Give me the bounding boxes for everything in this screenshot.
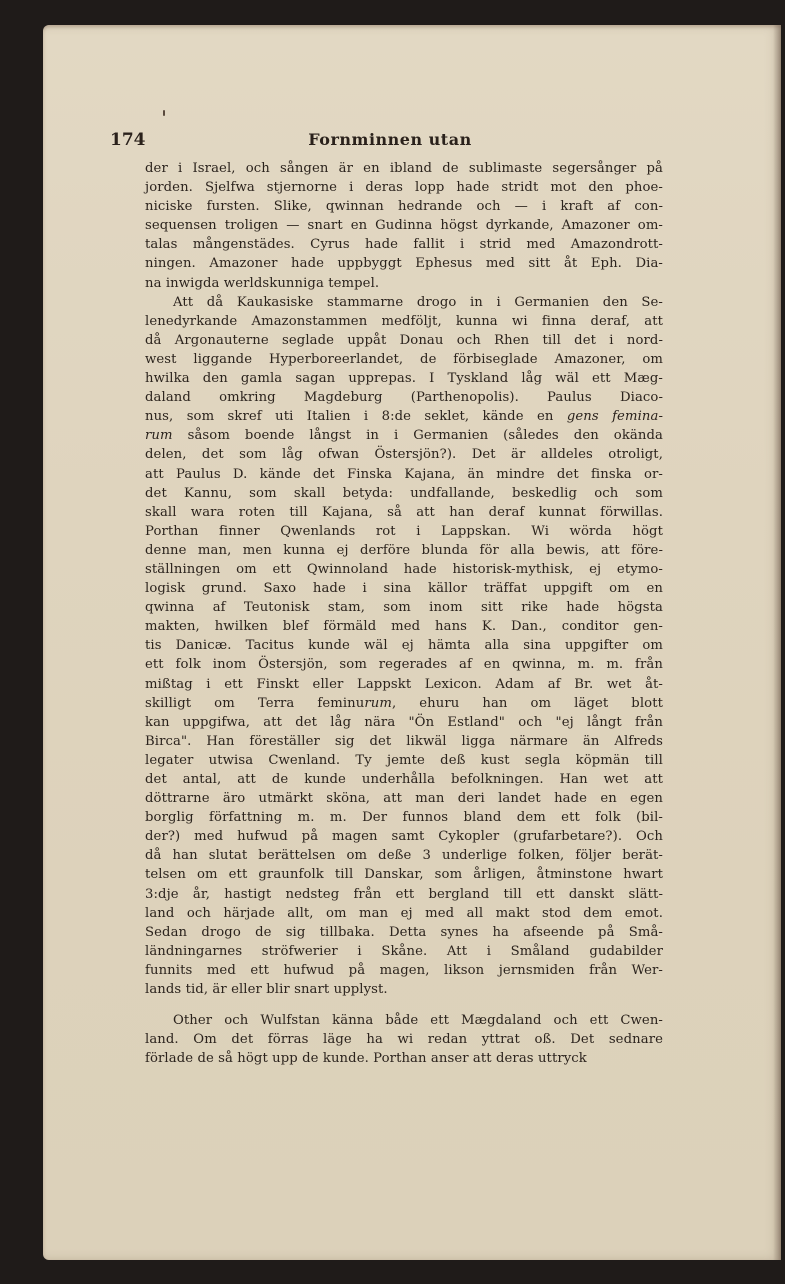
text-line: qwinna af Teutonisk stam, som inom sitt rike hade högsta — [145, 600, 663, 616]
italic-latin-phrase: rum — [364, 695, 392, 711]
paper-speck — [163, 110, 165, 116]
text-line: Other och Wulfstan känna både ett Mægdaland och ett Cwen- — [173, 1013, 663, 1029]
text-line: der?) med hufwud på magen samt Cykopler (grufarbetare?). Och — [145, 829, 663, 845]
text-line: döttrarne äro utmärkt sköna, att man deri landet hade en egen — [145, 791, 663, 807]
text-line: rum såsom boende långst in i Germanien (således den okända — [145, 428, 663, 444]
text-line: lands tid, är eller blir snart upplyst. — [145, 982, 388, 998]
text-line: 3:dje år, hastigt nedsteg från ett bergland till ett danskt slätt- — [145, 886, 663, 902]
text-line: nus, som skref uti Italien i 8:de seklet, kände en gens femina- — [145, 409, 663, 425]
text-line: det antal, att de kunde underhålla befolkningen. Han wet att — [145, 772, 663, 787]
text-line: mißtag i ett Finskt eller Lappskt Lexicon. Adam af Br. wet åt- — [145, 676, 663, 692]
text-line: Birca". Han föreställer sig det likwäl ligga närmare än Alfreds — [145, 733, 663, 749]
text-line: ett folk inom Östersjön, som regerades af en qwinna, m. m. från — [145, 657, 663, 673]
text-line: land och härjade allt, om man ej med all makt stod dem emot. — [145, 905, 663, 921]
paragraph — [145, 1011, 663, 1068]
page-number: 174 — [110, 130, 146, 150]
text-line: kan uppgifwa, att det låg nära "Ön Estland" och "ej långt från — [145, 714, 663, 730]
text-line: det Kannu, som skall betyda: undfallande, beskedlig och som — [145, 485, 663, 501]
paragraph — [145, 293, 663, 999]
text-line: der i Israel, och sången är en ibland de sublimaste segersånger på — [145, 161, 663, 176]
page-body-text — [145, 159, 663, 1068]
text-line: skilligt om Terra feminurum, ehuru han om läget blott — [145, 695, 663, 711]
text-line: legater utwisa Cwenland. Ty jemte deß kust segla köpmän till — [145, 752, 663, 768]
text-line: logisk grund. Saxo hade i sina källor träffat uppgift om en — [145, 581, 663, 597]
text-line: funnits med ett hufwud på magen, likson jernsmiden från Wer- — [145, 962, 663, 978]
italic-latin-phrase: rum — [145, 428, 173, 444]
text-line: denne man, men kunna ej derföre blunda för alla bewis, att före- — [145, 542, 663, 558]
text-line: telsen om ett graunfolk till Danskar, som årligen, åtminstone hwart — [145, 867, 663, 883]
running-title: Fornminnen utan — [308, 130, 472, 149]
page-edge-shadow — [773, 25, 781, 1260]
text-line: land. Om det förras läge ha wi redan yttrat oß. Det sednare — [145, 1032, 663, 1048]
text-line: sequensen troligen — snart en Gudinna högst dyrkande, Amazoner om- — [145, 218, 663, 234]
text-line: ländningarnes ströfwerier i Skåne. Att i Småland gudabilder — [145, 943, 663, 959]
paragraph — [145, 159, 663, 293]
text-line: då Argonauterne seglade uppåt Donau och Rhen till det i nord- — [145, 332, 663, 348]
text-line: lenedyrkande Amazonstammen medföljt, kunna wi finna deraf, att — [145, 313, 663, 329]
text-line: tis Danicæ. Tacitus kunde wäl ej hämta alla sina uppgifter om — [145, 638, 663, 654]
text-line: ningen. Amazoner hade uppbyggt Ephesus med sitt åt Eph. Dia- — [145, 256, 663, 272]
text-line: Porthan finner Qwenlands rot i Lappskan. Wi wörda högt — [145, 523, 663, 539]
text-line: Sedan drogo de sig tillbaka. Detta synes ha afseende på Små- — [145, 924, 663, 940]
italic-latin-phrase: gens femina- — [566, 409, 663, 425]
text-line: att Paulus D. kände det Finska Kajana, än mindre det finska or- — [145, 466, 663, 482]
text-line: skall wara roten till Kajana, så att han deraf kunnat förwillas. — [145, 504, 663, 520]
text-line: talas mångenstädes. Cyrus hade fallit i strid med Amazondrott- — [145, 237, 663, 253]
text-line: borglig författning m. m. Der funnos bland dem ett folk (bil- — [145, 810, 663, 826]
text-line: na inwigda werldskunniga tempel. — [145, 275, 380, 291]
text-line: Att då Kaukasiske stammarne drogo in i Germanien den Se- — [173, 294, 663, 310]
text-line: jorden. Sjelfwa stjernorne i deras lopp hade stridt mot den phoe- — [145, 180, 663, 196]
text-line: west liggande Hyperboreerlandet, de förbiseglade Amazoner, om — [145, 351, 663, 367]
text-line: hwilka den gamla sagan upprepas. I Tyskland låg wäl ett Mæg- — [145, 371, 663, 387]
text-line: makten, hwilken blef förmäld med hans K. Dan., conditor gen- — [145, 619, 663, 635]
text-line: niciske fursten. Slike, qwinnan hedrande och — i kraft af con- — [145, 199, 663, 215]
page-header — [110, 122, 670, 152]
text-line: delen, det som låg ofwan Östersjön?). Det är alldeles otroligt, — [145, 447, 663, 463]
paragraph-gap — [145, 999, 663, 1011]
text-line: daland omkring Magdeburg (Parthenopolis). Paulus Diaco- — [145, 390, 663, 406]
text-line: ställningen om ett Qwinnoland hade historisk-mythisk, ej etymo- — [145, 561, 663, 577]
text-line: då han slutat berättelsen om deße 3 underlige folken, följer berät- — [145, 848, 663, 864]
text-line: förlade de så högt upp de kunde. Porthan anser att deras uttryck — [145, 1051, 587, 1067]
